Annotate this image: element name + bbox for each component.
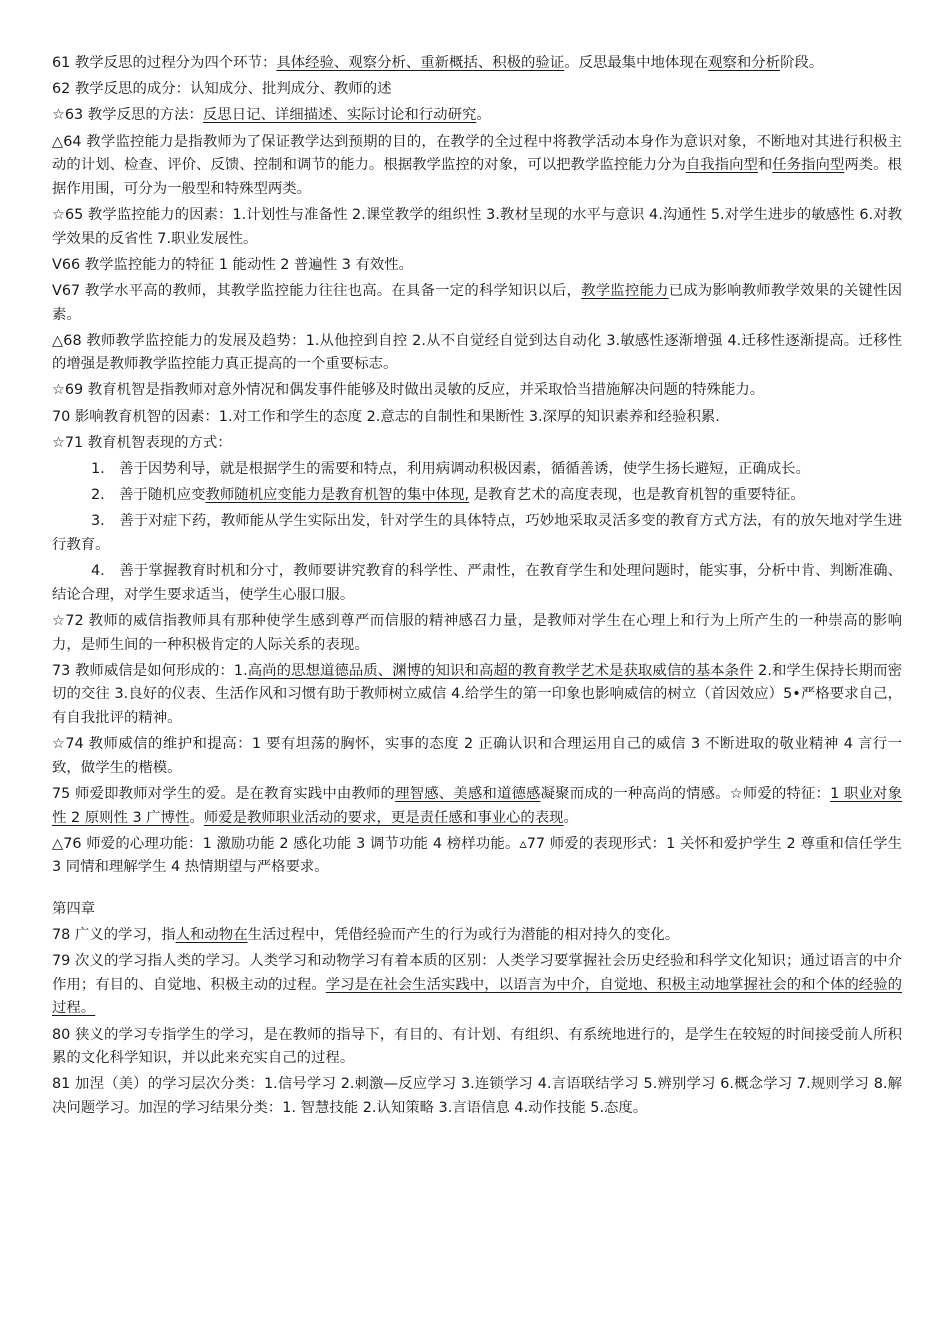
text-segment: 80 狭义的学习专指学生的学习，是在教师的指导下，有目的、有计划、有组织、有系统地进行的，是学生在较短的时间接受前人所积累的文化科学知识，并以此来充实自己的过程。 <box>52 1026 902 1067</box>
text-segment: 已成为影响教师教学效果的关键性因素。 <box>52 282 902 323</box>
text-segment: 生活过程中，凭借经验而产生的行为或行为潜能的相对持久的变化。 <box>247 927 680 944</box>
paragraph <box>52 950 902 1021</box>
text-segment: ☆63 教学反思的方法： <box>52 107 203 124</box>
text-segment: 75 师爱即教师对学生的爱。是在教育实践中由教师的 <box>52 785 396 802</box>
text-segment: ☆71 教育机智表现的方式： <box>52 434 232 451</box>
paragraph <box>52 204 902 251</box>
list-item <box>52 484 902 508</box>
underlined-text: 1 职业对象性 2 原则性 3 广博性 <box>52 785 903 826</box>
paragraph <box>52 733 902 780</box>
underlined-text: 观察和分析 <box>708 55 781 71</box>
underlined-text: 高尚的思想道德品质、渊博的知识和高超的教育教学艺术是获取威信的基本条件 <box>247 662 754 679</box>
list-item <box>52 458 902 482</box>
text-segment: 两类。根据作用围，可分为一般型和特殊型两类。 <box>52 157 902 197</box>
underlined-text: 自我指向型 <box>685 157 758 174</box>
paragraph <box>52 432 902 456</box>
paragraph <box>52 833 902 880</box>
paragraph <box>52 78 902 102</box>
chapter-heading <box>52 898 902 922</box>
text-segment: 81 加涅（美）的学习层次分类：1.信号学习 2.刺激—反应学习 3.连锁学习 4.言语联结学习 5.辨别学习 6.概念学习 7.规则学习 8.解决问题学习。加涅的学习结果分类：1. 智慧技能 2.认知策略 3.言语信息 4.动作技能 5.态度。 <box>52 1076 902 1116</box>
paragraph <box>52 52 902 76</box>
paragraph <box>52 131 902 202</box>
text-segment: 和 <box>757 157 773 174</box>
paragraph <box>52 406 902 430</box>
text-segment: 78 广义的学习，指 <box>52 927 176 944</box>
text-segment: 4. 善于掌握教育时机和分寸，教师要讲究教育的科学性、严肃性，在教育学生和处理问题时，能实事，分析中肯、判断准确、结论合理，对学生要求适当，使学生心服口服。 <box>52 563 902 603</box>
paragraph <box>52 104 902 128</box>
text-segment: 阶段。 <box>780 55 824 71</box>
text-segment: 。 <box>563 809 578 826</box>
text-segment: 第四章 <box>52 900 96 917</box>
paragraph <box>52 610 902 657</box>
paragraph <box>52 280 902 327</box>
text-segment: 79 次义的学习指人类的学习。人类学习和动物学习有着本质的区别：人类学习要掌握社会历史经验和科学文化知识；通过语言的中介作用；有目的、自觉地、积极主动的过程。 <box>52 953 902 993</box>
underlined-text: 反思日记、详细描述、实际讨论和行动研究 <box>202 107 477 124</box>
text-segment: 2. 善于随机应变 <box>91 487 206 504</box>
text-segment: ☆72 教师的威信指教师具有那种使学生感到尊严而信服的精神感召力量，是教师对学生在心理上和行为上所产生的一种崇高的影响力，是师生间的一种积极肯定的人际关系的表现。 <box>52 612 902 653</box>
underlined-text: 教学监控能力 <box>581 282 669 299</box>
paragraph <box>52 330 902 377</box>
underlined-text: 理智感、美感和道德感 <box>395 785 541 802</box>
text-segment: 3. 善于对症下药，教师能从学生实际出发，针对学生的具体特点，巧妙地采取灵活多变的教育方式方法，有的放矢地对学生进行教育。 <box>52 513 902 553</box>
text-segment: 凝聚而成的一种高尚的情感。☆师爱的特征： <box>540 785 831 802</box>
text-segment: 70 影响教育机智的因素：1.对工作和学生的态度 2.意志的自制性和果断性 3.深厚的知识素养和经验积累. <box>52 408 720 425</box>
underlined-text: 任务指向型 <box>772 157 845 174</box>
paragraph <box>52 1073 902 1120</box>
text-segment: 2.和学生保持长期而密切的交往 3.良好的仪表、生活作风和习惯有助于教师树立威信 4.给学生的第一印象也影响威信的树立（首因效应）5•严格要求自己，有自我批评的精神。 <box>52 662 902 726</box>
paragraph <box>52 924 902 948</box>
text-segment: △64 教学监控能力是指教师为了保证教学达到预期的目的，在教学的全过程中将教学活动本身作为意识对象，不断地对其进行积极主动的计划、检查、评价、反馈、控制和调节的能力。根据教学监控的对象，可以把教学监控能力分为 <box>52 133 902 174</box>
text-segment: V66 教学监控能力的特征 1 能动性 2 普遍性 3 有效性。 <box>52 256 414 273</box>
text-segment: 73 教师威信是如何形成的：1. <box>52 662 248 679</box>
text-segment: V67 教学水平高的教师，其教学监控能力往往也高。在具备一定的科学知识以后， <box>52 282 582 299</box>
text-segment: 。反思最集中地体现在 <box>564 55 709 71</box>
paragraph <box>52 1024 902 1071</box>
underlined-text: 学习是在社会生活实践中，以语言为中介，自觉地、积极主动地掌握社会的和个体的经验的过程。 <box>52 976 902 1017</box>
text-segment: 1. 善于因势利导，就是根据学生的需要和特点，利用病调动积极因素，循循善诱，使学生扬长避短，正确成长。 <box>91 461 810 478</box>
underlined-text: 具体经验、观察分析、重新概括、积极的验证 <box>276 55 565 71</box>
text-segment: 。 <box>189 809 204 826</box>
paragraph <box>52 379 902 403</box>
text-segment: 。 <box>476 107 491 124</box>
text-segment: 61 教学反思的过程分为四个环节： <box>52 55 277 71</box>
text-segment: ☆65 教学监控能力的因素：1.计划性与准备性 2.课堂教学的组织性 3.教材呈现的水平与意识 4.沟通性 5.对学生进步的敏感性 6.对教学效果的反省性 7.职业发展性。 <box>52 206 902 247</box>
paragraph <box>52 660 902 731</box>
underlined-text: 师爱是教师职业活动的要求，更是责任感和事业心的表现 <box>203 809 564 826</box>
underlined-text: 人和动物在 <box>175 927 248 944</box>
paragraph <box>52 783 902 830</box>
list-item <box>52 510 902 557</box>
text-segment: ☆74 教师威信的维护和提高：1 要有坦荡的胸怀，实事的态度 2 正确认识和合理运用自己的威信 3 不断进取的敬业精神 4 言行一致，做学生的楷模。 <box>52 736 902 776</box>
text-segment: △76 师爱的心理功能：1 激励功能 2 感化功能 3 调节功能 4 榜样功能。▵77 师爱的表现形式：1 关怀和爱护学生 2 尊重和信任学生 3 同情和理解学生 4 热情期望与严格要求。 <box>52 835 902 876</box>
underlined-text: 教师随机应变能力是教育机智的集中体现, <box>205 487 470 504</box>
text-segment: 是教育艺术的高度表现，也是教育机智的重要特征。 <box>469 487 805 504</box>
text-segment: ☆69 教育机智是指教师对意外情况和偶发事件能够及时做出灵敏的反应，并采取恰当措施解决问题的特殊能力。 <box>52 382 765 399</box>
text-segment: △68 教师教学监控能力的发展及趋势：1.从他控到自控 2.从不自觉经自觉到达自动化 3.敏感性逐渐增强 4.迁移性逐渐提高。迁移性的增强是教师教学监控能力真正提高的一个重要标志。 <box>52 332 902 373</box>
paragraph <box>52 254 902 278</box>
list-item <box>52 560 902 607</box>
text-segment: 62 教学反思的成分：认知成分、批判成分、教师的述 <box>52 81 392 98</box>
